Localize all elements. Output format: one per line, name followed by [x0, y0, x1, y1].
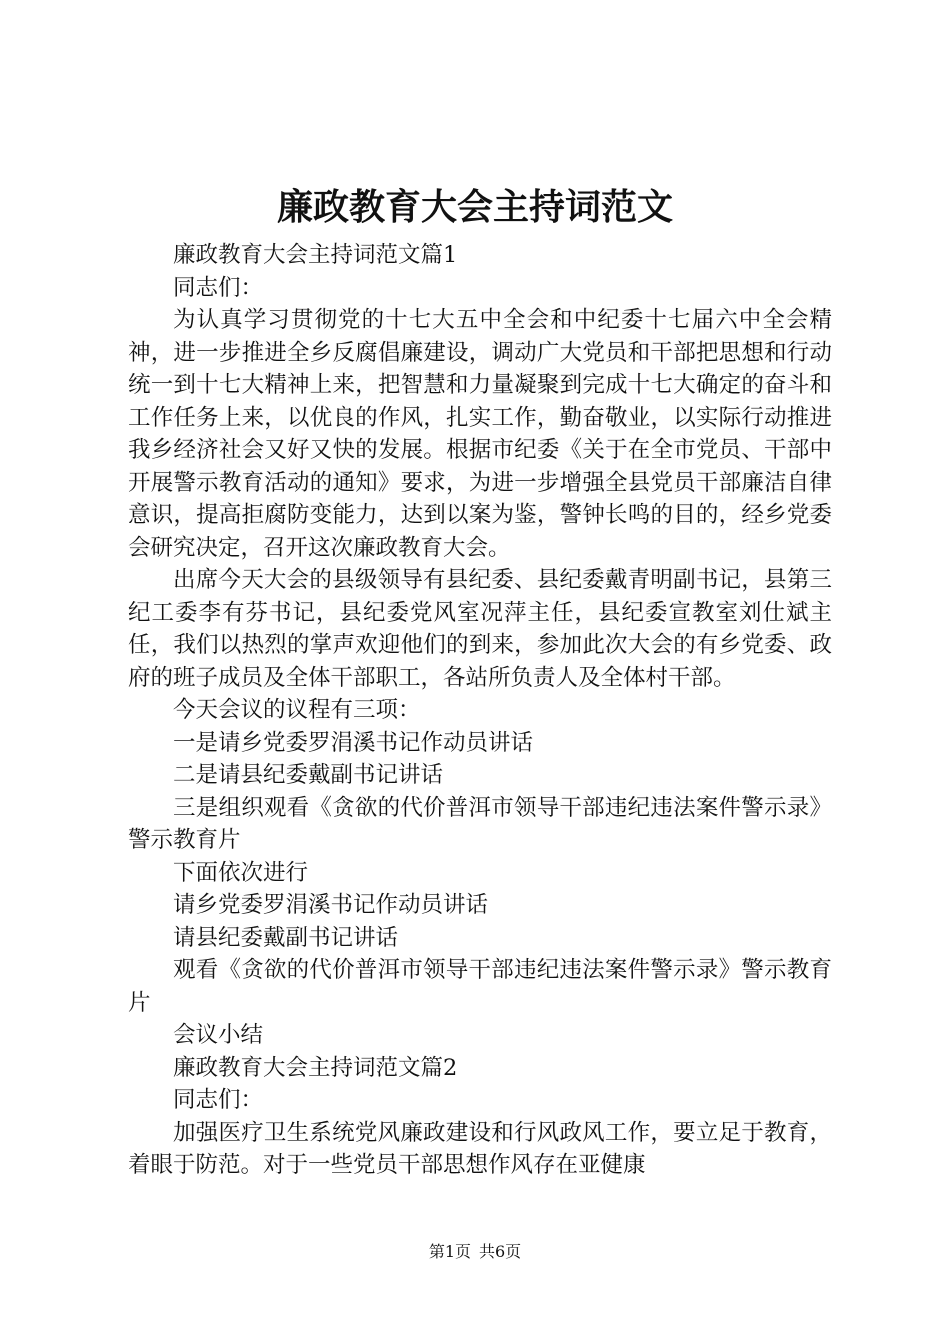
paragraph: 会议小结 — [173, 1022, 264, 1048]
paragraph: 出席今天大会的县级领导有县纪委、县纪委戴青明副书记，县第三纪工委李有芬书记，县纪委党风室况萍主任，县纪委宣教室刘仕斌主任，我们以热烈的掌声欢迎他们的到来，参加此次大会的有乡党委、政府的班子成员及全体干部职工，各站所负责人及全体村干部。 — [128, 567, 832, 691]
paragraph: 观看《贪欲的代价普洱市领导干部违纪违法案件警示录》警示教育片 — [128, 957, 832, 1016]
paragraph: 廉政教育大会主持词范文篇2 — [173, 1054, 458, 1081]
paragraph: 请乡党委罗涓溪书记作动员讲话 — [173, 892, 489, 918]
paragraph: 请县纪委戴副书记讲话 — [173, 924, 399, 951]
paragraph: 今天会议的议程有三项： — [173, 697, 421, 723]
paragraph: 下面依次进行 — [173, 859, 309, 886]
paragraph: 廉政教育大会主持词范文篇1 — [173, 242, 458, 268]
document-body — [128, 239, 832, 1182]
paragraph: 三是组织观看《贪欲的代价普洱市领导干部违纪违法案件警示录》警示教育片 — [128, 794, 832, 853]
paragraph: 同志们： — [173, 274, 264, 301]
page-number: 第1页 — [428, 1242, 471, 1261]
paragraph: 加强医疗卫生系统党风廉政建设和行风政风工作，要立足于教育，着眼于防范。对于一些党员干部思想作风存在亚健康 — [128, 1119, 832, 1178]
document-title: 廉政教育大会主持词范文 — [276, 187, 673, 228]
paragraph: 一是请乡党委罗涓溪书记作动员讲话 — [173, 729, 534, 756]
paragraph: 二是请县纪委戴副书记讲话 — [173, 762, 444, 788]
page-total: 共6页 — [479, 1242, 522, 1261]
page-footer — [0, 1240, 950, 1264]
paragraph: 同志们： — [173, 1087, 264, 1113]
paragraph: 为认真学习贯彻党的十七大五中全会和中纪委十七届六中全会精神，进一步推进全乡反腐倡廉建设，调动广大党员和干部把思想和行动统一到十七大精神上来，把智慧和力量凝聚到完成十七大确定的奋斗和工作任务上来，以优良的作风，扎实工作，勤奋敬业，以实际行动推进我乡经济社会又好又快的发展。根据市纪委《关于在全市党员、干部中开展警示教育活动的通知》要求，为进一步增强全县党员干部廉洁自律意识，提高拒腐防变能力，达到以案为鉴，警钟长鸣的目的，经乡党委会研究决定，召开这次廉政教育大会。 — [128, 307, 832, 561]
